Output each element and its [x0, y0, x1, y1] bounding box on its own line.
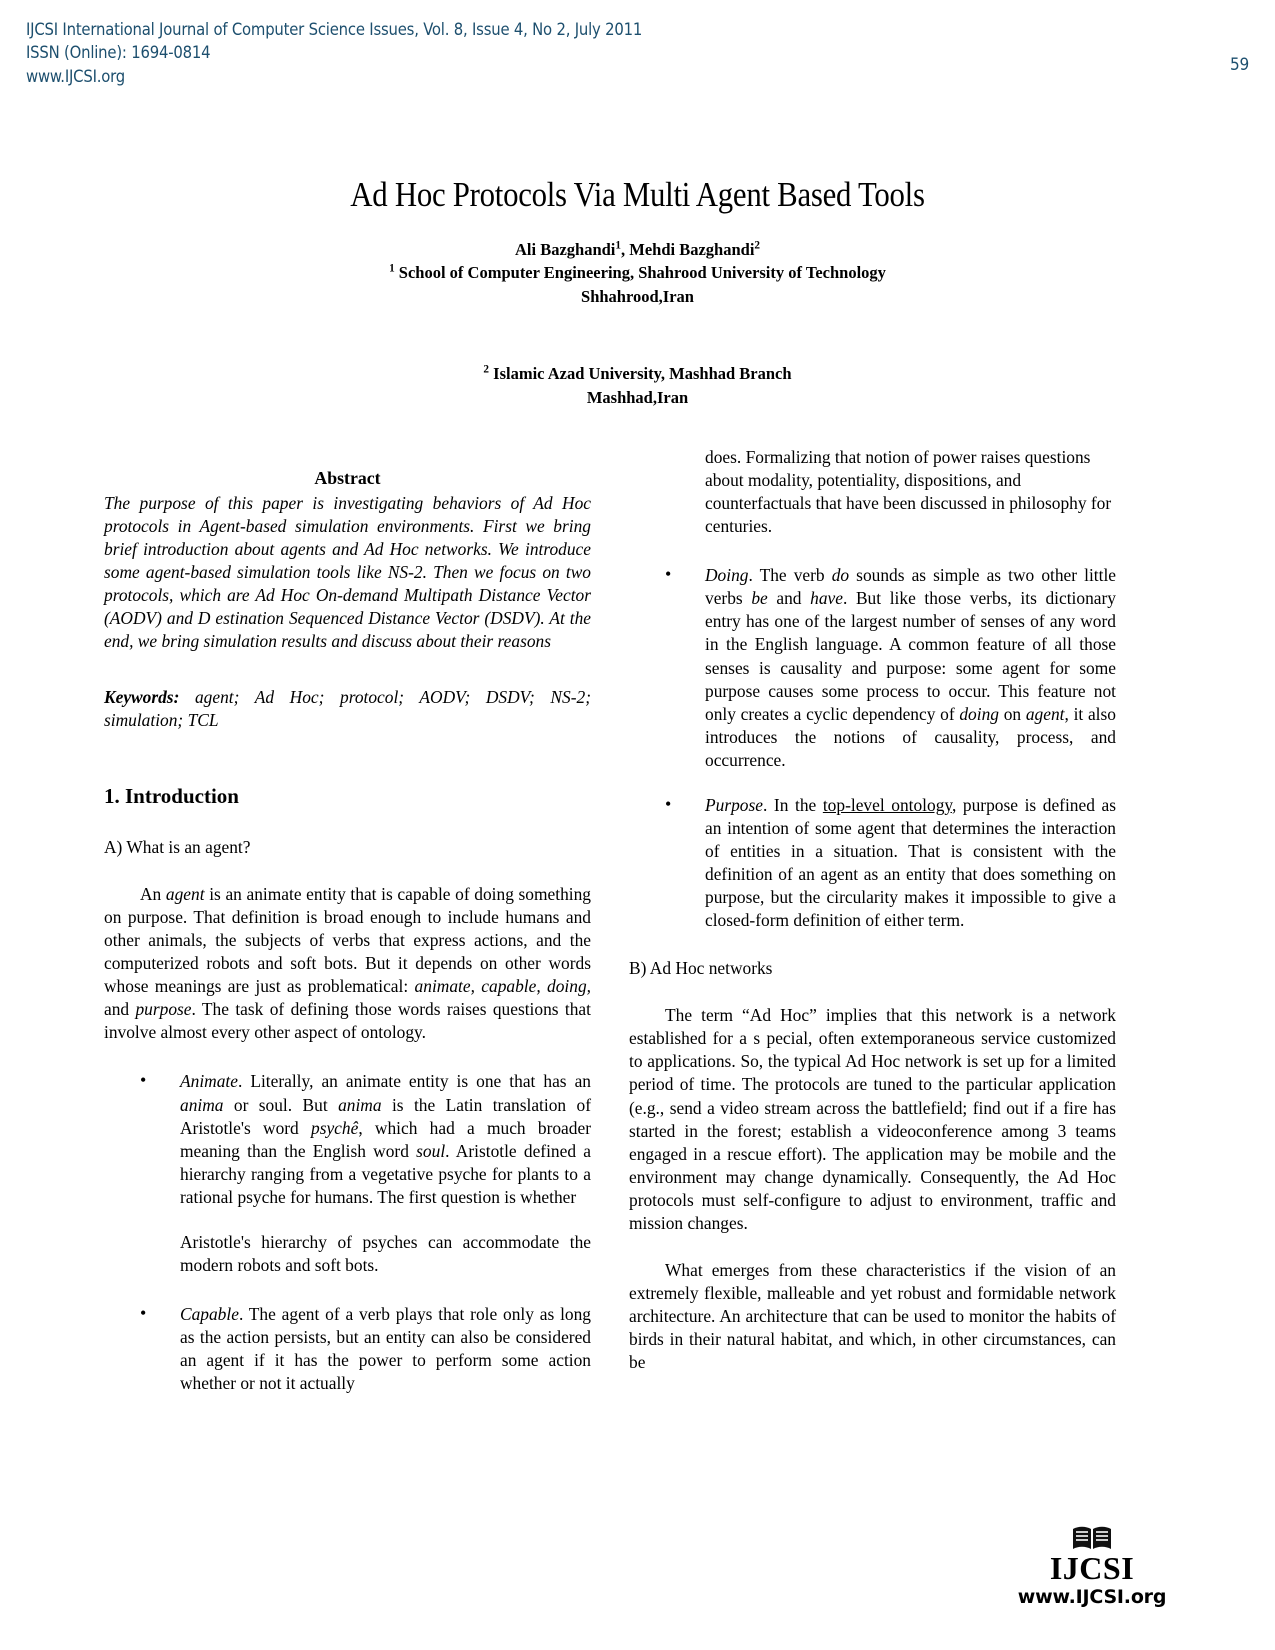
list-item-text: . The agent of a verb plays that role only as long as the action persists, but an entity can also be considered an agent if it has the power to perform some action whether or not it actually: [180, 1303, 591, 1394]
list-item-text: . In the: [762, 794, 823, 815]
list-item-text: and: [767, 588, 811, 609]
list-item-text: . Literally, an animate entity is one that has an: [237, 1071, 591, 1092]
emphasis-have: have: [810, 588, 843, 609]
affiliation-2: [0, 362, 1275, 385]
list-item: [104, 1303, 591, 1395]
bullet-icon: •: [140, 1302, 147, 1323]
paragraph-what-emerges: What emerges from these characteristics if the vision of an extremely flexible, malleable and yet robust and formidable network architecture. An architecture that can be used to monitor the habits of birds in their natural habitat, and which, in other circumstances, can be: [629, 1259, 1116, 1373]
para-text: An: [140, 884, 166, 905]
list-item: [104, 1070, 591, 1208]
two-column-body: [104, 446, 1174, 1395]
right-column: [629, 446, 1116, 1395]
affiliation-1-text: School of Computer Engineering, Shahrood University of Technology: [394, 263, 886, 283]
list-item-term: Purpose: [705, 794, 763, 815]
emphasis-agent: agent: [165, 884, 205, 905]
bullet-icon: •: [140, 1070, 147, 1091]
subheading-b: B) Ad Hoc networks: [629, 958, 773, 979]
emphasis-anima: anima: [338, 1094, 382, 1115]
affiliation-1-city: Shhahrood,Iran: [581, 286, 694, 306]
list-item-text: on: [998, 703, 1026, 724]
authors-affiliations: [0, 238, 1275, 409]
journal-title-line: IJCSI International Journal of Computer Science Issues, Vol. 8, Issue 4, No 2, July 2011: [26, 20, 643, 39]
paragraph-adhoc-term: The term “Ad Hoc” implies that this network is a network established for a s pecial, often extemporaneous service customized to applications. So, the typical Ad Hoc network is set up for a limited period of time. The protocols are tuned to the particular application (e.g., send a video stream across the battlefield; find out if a fire has started in the forest; establish a videoconference among 3 teams engaged in a rescue effort). The application may be mobile and the environment may change dynamically. Consequently, the Ad Hoc protocols must self-configure to adjust to environment, traffic and mission changes.: [629, 1005, 1116, 1233]
emphasis-purpose: purpose: [135, 999, 192, 1020]
emphasis-agent: agent: [1025, 703, 1065, 724]
paragraph-aristotle-hierarchy: Aristotle's hierarchy of psyches can accommodate the modern robots and soft bots.: [180, 1231, 591, 1275]
list-item: [629, 564, 1116, 772]
list-item-text: . Aristotle defined a hierarchy ranging from a vegetative psyche for plants to a rational psyche for humans. The first question is whether: [180, 1140, 591, 1207]
journal-running-header: [26, 18, 1249, 88]
author-name-2: , Mehdi Bazghandi: [621, 240, 755, 259]
emphasis-do: do: [831, 565, 850, 586]
list-item-text: . But like those verbs, its dictionary entry has one of the largest number of senses of any word in the English language. A common feature of all those senses is causality and purpose: some agent for some purpose causes some process to occur. This feature not only creates a cyclic dependency of: [705, 588, 1116, 724]
abstract-heading: Abstract: [314, 468, 381, 488]
ijcsi-footer-logo: [997, 1525, 1187, 1608]
emphasis-terms: animate, capable, doing,: [414, 976, 592, 997]
emphasis-doing: doing: [959, 703, 999, 724]
ijcsi-logo-wordmark: IJCSI: [1049, 1550, 1135, 1586]
abstract-text: The purpose of this paper is investigating behaviors of Ad Hoc protocols in Agent-based simulation environments. First we bring brief introduction about agents and Ad Hoc networks. We introduce some agent-based simulation tools like NS-2. Then we focus on two protocols, which are Ad Hoc On-demand Multipath Distance Vector (AODV) and D estination Sequenced Distance Vector (DSDV). At the end, we bring simulation results and discuss about their reasons: [104, 492, 591, 651]
left-column: [104, 446, 591, 1395]
list-item-text: sounds as simple as two other little verbs: [705, 565, 1117, 609]
paragraph-agent-definition: [104, 883, 591, 1044]
list-item-text: . The verb: [748, 565, 832, 586]
page-title: Ad Hoc Protocols Via Multi Agent Based Tools: [350, 175, 925, 215]
para-text: . The task of defining those words raises questions that involve almost every other aspect of ontology.: [104, 999, 591, 1043]
affiliation-1: [0, 261, 1275, 284]
journal-url-line: www.IJCSI.org: [26, 66, 125, 86]
bullet-icon: •: [665, 564, 672, 585]
paragraph-continuation: does. Formalizing that notion of power raises questions about modality, potentiality, dispositions, and counterfactuals that have been discussed in philosophy for centuries.: [705, 447, 1112, 537]
author-2-affil-marker: 2: [754, 239, 761, 252]
bullet-list-left: [104, 1070, 591, 1208]
affiliation-2-city: Mashhad,Iran: [586, 387, 689, 407]
emphasis-soul: soul: [416, 1140, 446, 1161]
bullet-list-right: [629, 564, 1116, 932]
section-heading-introduction: 1. Introduction: [104, 784, 239, 809]
subheading-a: A) What is an agent?: [104, 836, 251, 857]
list-item-text: , it also introduces the notions of causality, process, and occurrence.: [705, 703, 1116, 770]
list-item-term: Capable: [180, 1303, 239, 1324]
keywords-label: Keywords:: [104, 687, 180, 708]
ijcsi-logo-url[interactable]: www.IJCSI.org: [1017, 1586, 1167, 1608]
bullet-list-left-continued: [104, 1303, 591, 1395]
affiliation-2-text: Islamic Azad University, Mashhad Branch: [489, 364, 792, 384]
para-text: is an animate entity that is capable of doing something on purpose. That definition is broad enough to include humans and other animals, the subjects of verbs that express actions, and the computerized robots and soft bots. But it depends on other words whose meanings are just as problematical:: [104, 884, 591, 997]
list-item: [629, 794, 1116, 932]
emphasis-be: be: [751, 588, 768, 609]
list-item-term: Doing: [705, 565, 749, 586]
keywords-text: agent; Ad Hoc; protocol; AODV; DSDV; NS-2; simulation; TCL: [104, 687, 591, 731]
author-names: [0, 238, 1275, 261]
affiliation-1-marker: 1: [389, 262, 395, 275]
list-item-text: is the Latin translation of Aristotle's word: [180, 1094, 592, 1138]
link-top-level-ontology[interactable]: top-level ontology: [822, 794, 952, 815]
journal-issn-line: ISSN (Online): 1694-0814: [26, 43, 211, 63]
para-text: and: [104, 999, 136, 1020]
page-number: 59: [1229, 55, 1249, 75]
keywords-line: [104, 686, 591, 732]
list-item-text: , which had a much broader meaning than the English word: [180, 1117, 591, 1161]
list-item-text: or soul. But: [223, 1094, 339, 1115]
emphasis-anima: anima: [180, 1094, 224, 1115]
list-item-text: , purpose is defined as an intention of some agent that determines the interaction of entities in a situation. That is consistent with the definition of an agent as an entity that does something on purpose, but the circularity makes it impossible to give a closed-form definition of either term.: [705, 794, 1116, 931]
author-name-1: Ali Bazghandi: [514, 240, 616, 259]
list-item-term: Animate: [180, 1071, 238, 1092]
open-book-icon: [1072, 1525, 1112, 1551]
bullet-icon: •: [665, 793, 672, 814]
emphasis-psyche: psychê: [311, 1117, 359, 1138]
author-1-affil-marker: 1: [615, 239, 621, 252]
affiliation-2-marker: 2: [483, 363, 490, 376]
